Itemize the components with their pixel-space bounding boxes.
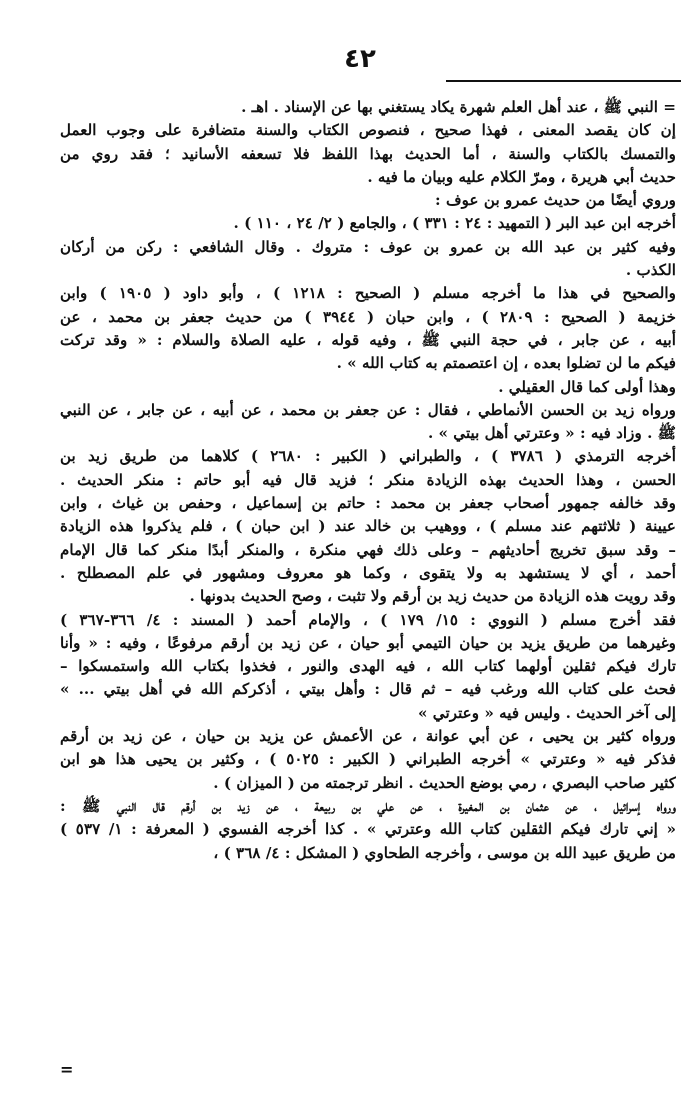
text-line: كثير صاحب البصري ، رمي بوضع الحديث . انظر ترجمته من ( الميزان ) .	[213, 773, 676, 792]
text-line: عيينة ( ثلاثتهم عند مسلم ) ، ووهيب بن خالد عند ( ابن حبان ) ، فلم يذكروا هذه الزيادة	[60, 517, 676, 536]
text-line: ورواه زيد بن الحسن الأنماطي ، فقال : عن جعفر بن محمد ، عن أبيه ، عن جابر ، عن النبي	[60, 400, 676, 419]
text-line: إن كان يقصد المعنى ، فهذا صحيح ، فنصوص الكتاب والسنة متضافرة على وجوب العمل	[60, 121, 676, 140]
text-line: من طريق عبيد الله بن موسى ، وأخرجه الطحاوي ( المشكل : ٤/ ٣٦٨ ) ،	[213, 843, 676, 862]
text-line: وروي أيضًا من حديث عمرو بن عوف :	[435, 191, 676, 210]
text-line: « إني تارك فيكم الثقلين كتاب الله وعترتي » . كذا أخرجه الفسوي ( المعرفة : ١/ ٥٣٧ )	[60, 820, 676, 839]
text-line: فيكم ما لن تضلوا بعده ، إن اعتصمتم به كتاب الله » .	[336, 354, 676, 373]
text-line: أخرجه ابن عبد البر ( التمهيد : ٢٤ : ٣٣١ ) ، والجامع ( ٢/ ٢٤ ، ١١٠ ) .	[233, 214, 676, 233]
text-line: وهذا أولى كما قال العقيلي .	[498, 377, 676, 396]
text-line: وقد خالفه جمهور أصحاب جعفر بن محمد : حاتم بن إسماعيل ، وحفص بن غياث ، وابن	[60, 494, 676, 513]
text-line: خزيمة ( الصحيح : ٢٨٠٩ ) ، وابن حبان ( ٣٩٤٤ ) من حديث جعفر بن محمد ، عن	[60, 307, 676, 326]
text-line: = النبي ﷺ ، عند أهل العلم شهرة يكاد يستغني بها عن الإسناد . اهـ .	[241, 98, 676, 116]
text-line: وغيرهما من طريق يزيد بن حيان التيمي أبو حيان ، عن زيد بن أرقم مرفوعًا ، وفيه : « وأنا	[60, 633, 676, 652]
text-line: والصحيح في هذا ما أخرجه مسلم ( الصحيح : ١٢١٨ ) ، وأبو داود ( ١٩٠٥ ) وابن	[60, 284, 676, 303]
text-line: أبيه ، عن جابر ، في حجة النبي ﷺ ، وفيه قوله ، عليه الصلاة والسلام : « وقد تركت	[60, 330, 676, 349]
text-line: الكذب .	[625, 261, 676, 280]
text-line: وقد رويت هذه الزيادة من حديث زيد بن أرقم ولا تثبت ، وصح الحديث بدونها .	[189, 587, 676, 606]
page-number: ٤٢	[344, 44, 376, 74]
continuation-marker: =	[60, 1060, 74, 1079]
text-line: وفيه كثير بن عبد الله بن عمرو بن عوف : متروك . وقال الشافعي : ركن من أركان	[60, 237, 676, 256]
text-line: فذكر فيه « وعترتي » أخرجه الطبراني ( الكبير : ٥٠٢٥ ) ، وكثير بن يحيى هذا هو ابن	[60, 750, 676, 769]
text-line: والتمسك بالكتاب والسنة ، أما الحديث بهذا اللفظ فلا تسعفه الأسانيد ؛ فقد روي من	[60, 144, 676, 163]
text-line: – وقد سبق تخريج أحاديثهم – وعلى ذلك فهي منكرة ، والمنكر أبدًا منكر كما قال الإمام	[60, 540, 676, 559]
header-rule	[446, 80, 681, 82]
text-line: فحث على كتاب الله ورغب فيه – ثم قال : وأهل بيتي ، أذكركم الله في أهل بيتي ... »	[60, 680, 676, 699]
text-line: حديث أبي هريرة ، ومرّ الكلام عليه وبيان ما فيه .	[367, 167, 676, 186]
text-line: أخرجه الترمذي ( ٣٧٨٦ ) ، والطبراني ( الكبير : ٢٦٨٠ ) كلاهما من طريق زيد بن	[60, 447, 676, 466]
text-line: ﷺ . وزاد فيه : « وعترتي أهل بيتي » .	[427, 424, 676, 443]
page-body	[60, 96, 676, 865]
text-line: تارك فيكم ثقلين أولهما كتاب الله ، فيه الهدى والنور ، فخذوا بكتاب الله واستمسكوا –	[60, 657, 676, 676]
text-line: فقد أخرج مسلم ( النووي : ١٥/ ١٧٩ ) ، والإمام أحمد ( المسند : ٤/ ٣٦٦-٣٦٧ )	[60, 610, 676, 629]
text-line: الحسن ، وهذا الحديث بهذه الزيادة منكر ؛ فزيد قال فيه أبو حاتم : منكر الحديث .	[60, 470, 676, 489]
text-line: ورواه إسرائيل ، عن عثمان بن المغيرة ، عن علي بن ربيعة ، عن زيد بن أرقم قال النبي ﷺ :	[60, 796, 676, 815]
text-line: إلى آخر الحديث . وليس فيه « وعترتي »	[418, 703, 676, 722]
text-line: ورواه كثير بن يحيى ، عن أبي عوانة ، عن الأعمش عن يزيد بن حيان ، عن زيد بن أرقم	[60, 727, 676, 746]
text-line: أحمد ، أي لا يستشهد به ولا يتقوى ، وكما هو معروف ومشهور في علم المصطلح .	[60, 563, 676, 582]
